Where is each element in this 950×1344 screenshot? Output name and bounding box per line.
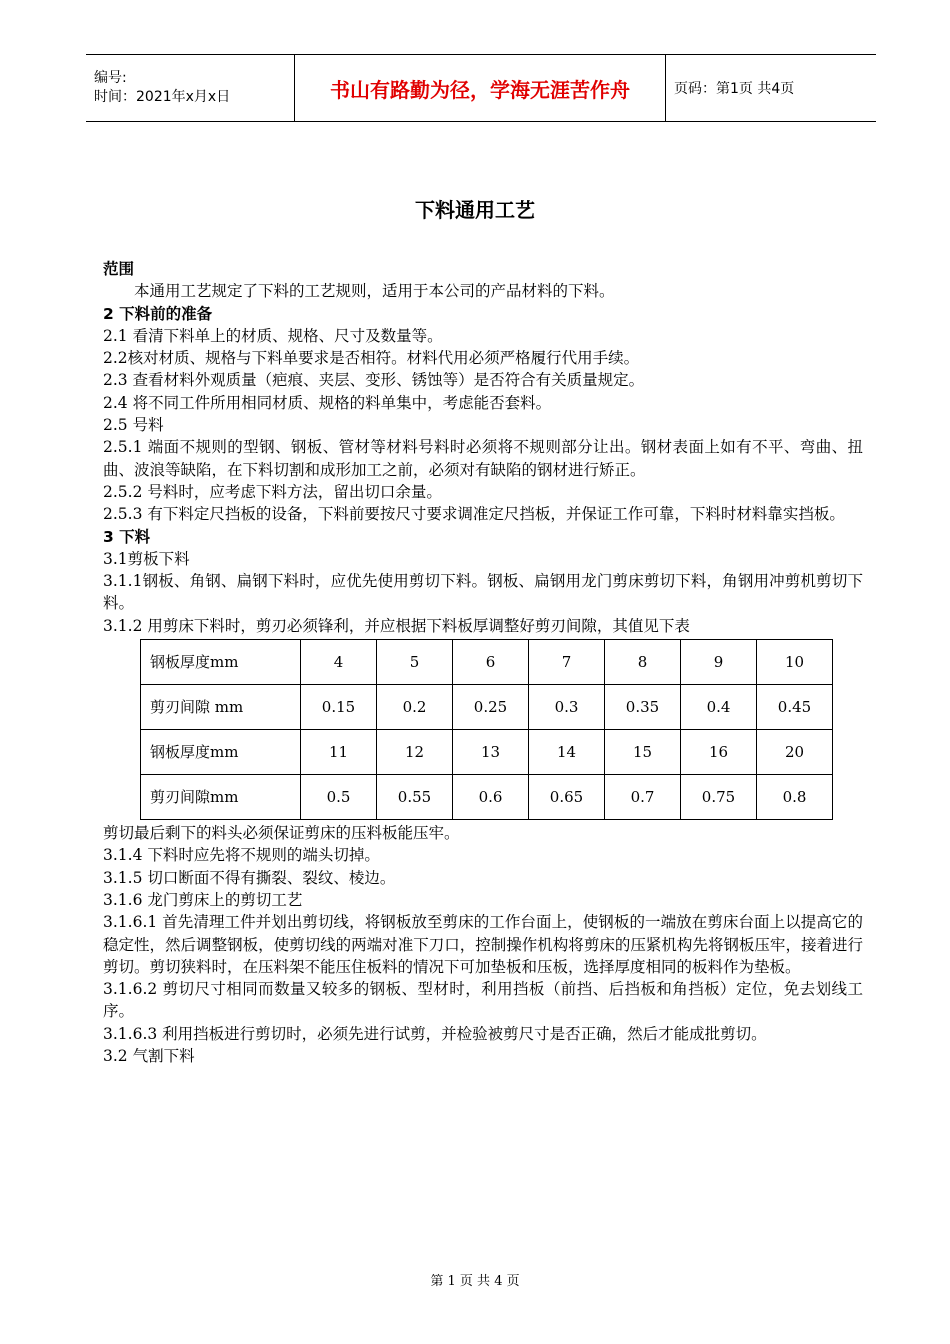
table-cell: 20 [757, 730, 833, 775]
paragraph: 3.1.5 切口断面不得有撕裂、裂纹、棱边。 [103, 868, 396, 887]
paragraph: 剪切最后剩下的料头必须保证剪床的压料板能压牢。 [103, 824, 460, 843]
table-cell: 12 [377, 730, 453, 775]
document-body [103, 258, 863, 1067]
table-cell: 9 [681, 640, 757, 685]
paragraph: 2.5 号料 [103, 416, 164, 435]
table-row [141, 640, 833, 685]
table-row [141, 775, 833, 820]
table-cell: 11 [301, 730, 377, 775]
table-cell: 0.6 [453, 775, 529, 820]
table-cell: 0.45 [757, 685, 833, 730]
table-cell: 0.2 [377, 685, 453, 730]
table-cell: 15 [605, 730, 681, 775]
table-cell: 0.8 [757, 775, 833, 820]
table-cell: 7 [529, 640, 605, 685]
table-cell: 14 [529, 730, 605, 775]
document-number-label: 编号: [94, 70, 127, 86]
table-row-label: 剪刃间隙 mm [141, 685, 301, 730]
paragraph: 2.2核对材质、规格与下料单要求是否相符。材料代用必须严格履行代用手续。 [103, 349, 640, 368]
section-before-table [103, 258, 863, 637]
table-cell: 5 [377, 640, 453, 685]
paragraph: 2.4 将不同工件所用相同材质、规格的料单集中，考虑能否套料。 [103, 393, 552, 412]
paragraph: 范围 [103, 260, 135, 278]
paragraph: 2.5.1 端面不规则的型钢、钢板、管材等材料号料时必须将不规则部分让出。钢材表面上如有不平、弯曲、扭曲、波浪等缺陷，在下料切割和成形加工之前，必须对有缺陷的钢材进行矫正。 [103, 438, 863, 479]
header-left-cell [86, 55, 295, 122]
table-row-label: 剪刃间隙mm [141, 775, 301, 820]
page-footer: 第 1 页 共 4 页 [430, 1274, 520, 1289]
blade-gap-table [140, 639, 833, 820]
paragraph: 3.1.6.2 剪切尺寸相同而数量又较多的钢板、型材时，利用挡板（前挡、后挡板和角挡板）定位，免去划线工序。 [103, 980, 863, 1021]
section-after-table [103, 822, 863, 1067]
paragraph: 2 下料前的准备 [103, 304, 213, 323]
document-time-label: 时间：2021年x月x日 [94, 89, 231, 105]
paragraph: 2.5.3 有下料定尺挡板的设备，下料前要按尺寸要求调准定尺挡板，并保证工作可靠，下料时材料靠实挡板。 [103, 505, 845, 524]
paragraph: 3.1.1钢板、角钢、扁钢下料时，应优先使用剪切下料。钢板、扁钢用龙门剪床剪切下料，角钢用冲剪机剪切下料。 [103, 572, 863, 613]
table-cell: 8 [605, 640, 681, 685]
paragraph: 3 下料 [103, 527, 151, 546]
paragraph: 3.1.2 用剪床下料时，剪刃必须锋利，并应根据下料板厚调整好剪刃间隙，其值见下表 [103, 616, 690, 635]
table-row [141, 685, 833, 730]
table-cell: 0.15 [301, 685, 377, 730]
table-row [141, 730, 833, 775]
document-title: 下料通用工艺 [415, 198, 535, 222]
table-cell: 0.75 [681, 775, 757, 820]
paragraph: 2.3 查看材料外观质量（疤痕、夹层、变形、锈蚀等）是否符合有关质量规定。 [103, 371, 645, 390]
paragraph: 3.1.6.3 利用挡板进行剪切时，必须先进行试剪，并检验被剪尺寸是否正确，然后才能成批剪切。 [103, 1024, 767, 1043]
table-cell: 0.35 [605, 685, 681, 730]
paragraph: 本通用工艺规定了下料的工艺规则，适用于本公司的产品材料的下料。 [134, 282, 615, 301]
table-cell: 0.5 [301, 775, 377, 820]
table-cell: 0.3 [529, 685, 605, 730]
paragraph: 3.2 气割下料 [103, 1047, 195, 1066]
table-cell: 4 [301, 640, 377, 685]
page-header [86, 54, 876, 122]
paragraph: 3.1.6 龙门剪床上的剪切工艺 [103, 890, 303, 909]
paragraph: 2.5.2 号料时，应考虑下料方法，留出切口余量。 [103, 482, 442, 501]
table-cell: 13 [453, 730, 529, 775]
header-page-label: 页码：第1页 共4页 [666, 55, 877, 122]
table-row-label: 钢板厚度mm [141, 730, 301, 775]
paragraph: 3.1剪板下料 [103, 549, 190, 568]
table-cell: 0.4 [681, 685, 757, 730]
table-cell: 0.65 [529, 775, 605, 820]
paragraph: 3.1.6.1 首先清理工件并划出剪切线，将钢板放至剪床的工作台面上，使钢板的一端放在剪床台面上以提高它的稳定性，然后调整钢板，使剪切线的两端对准下刀口，控制操作机构将剪床的压紧机构先将钢板压牢，接着进行剪切。剪切狭料时，在压料架不能压住板料的情况下可加垫板和压板，选择厚度相同的板料作为垫板。 [103, 913, 863, 976]
paragraph: 2.1 看清下料单上的材质、规格、尺寸及数量等。 [103, 326, 443, 345]
header-motto: 书山有路勤为径，学海无涯苦作舟 [295, 55, 666, 122]
table-cell: 6 [453, 640, 529, 685]
table-cell: 10 [757, 640, 833, 685]
table-cell: 0.25 [453, 685, 529, 730]
table-cell: 0.7 [605, 775, 681, 820]
table-row-label: 钢板厚度mm [141, 640, 301, 685]
table-cell: 0.55 [377, 775, 453, 820]
paragraph: 3.1.4 下料时应先将不规则的端头切掉。 [103, 846, 380, 865]
table-cell: 16 [681, 730, 757, 775]
